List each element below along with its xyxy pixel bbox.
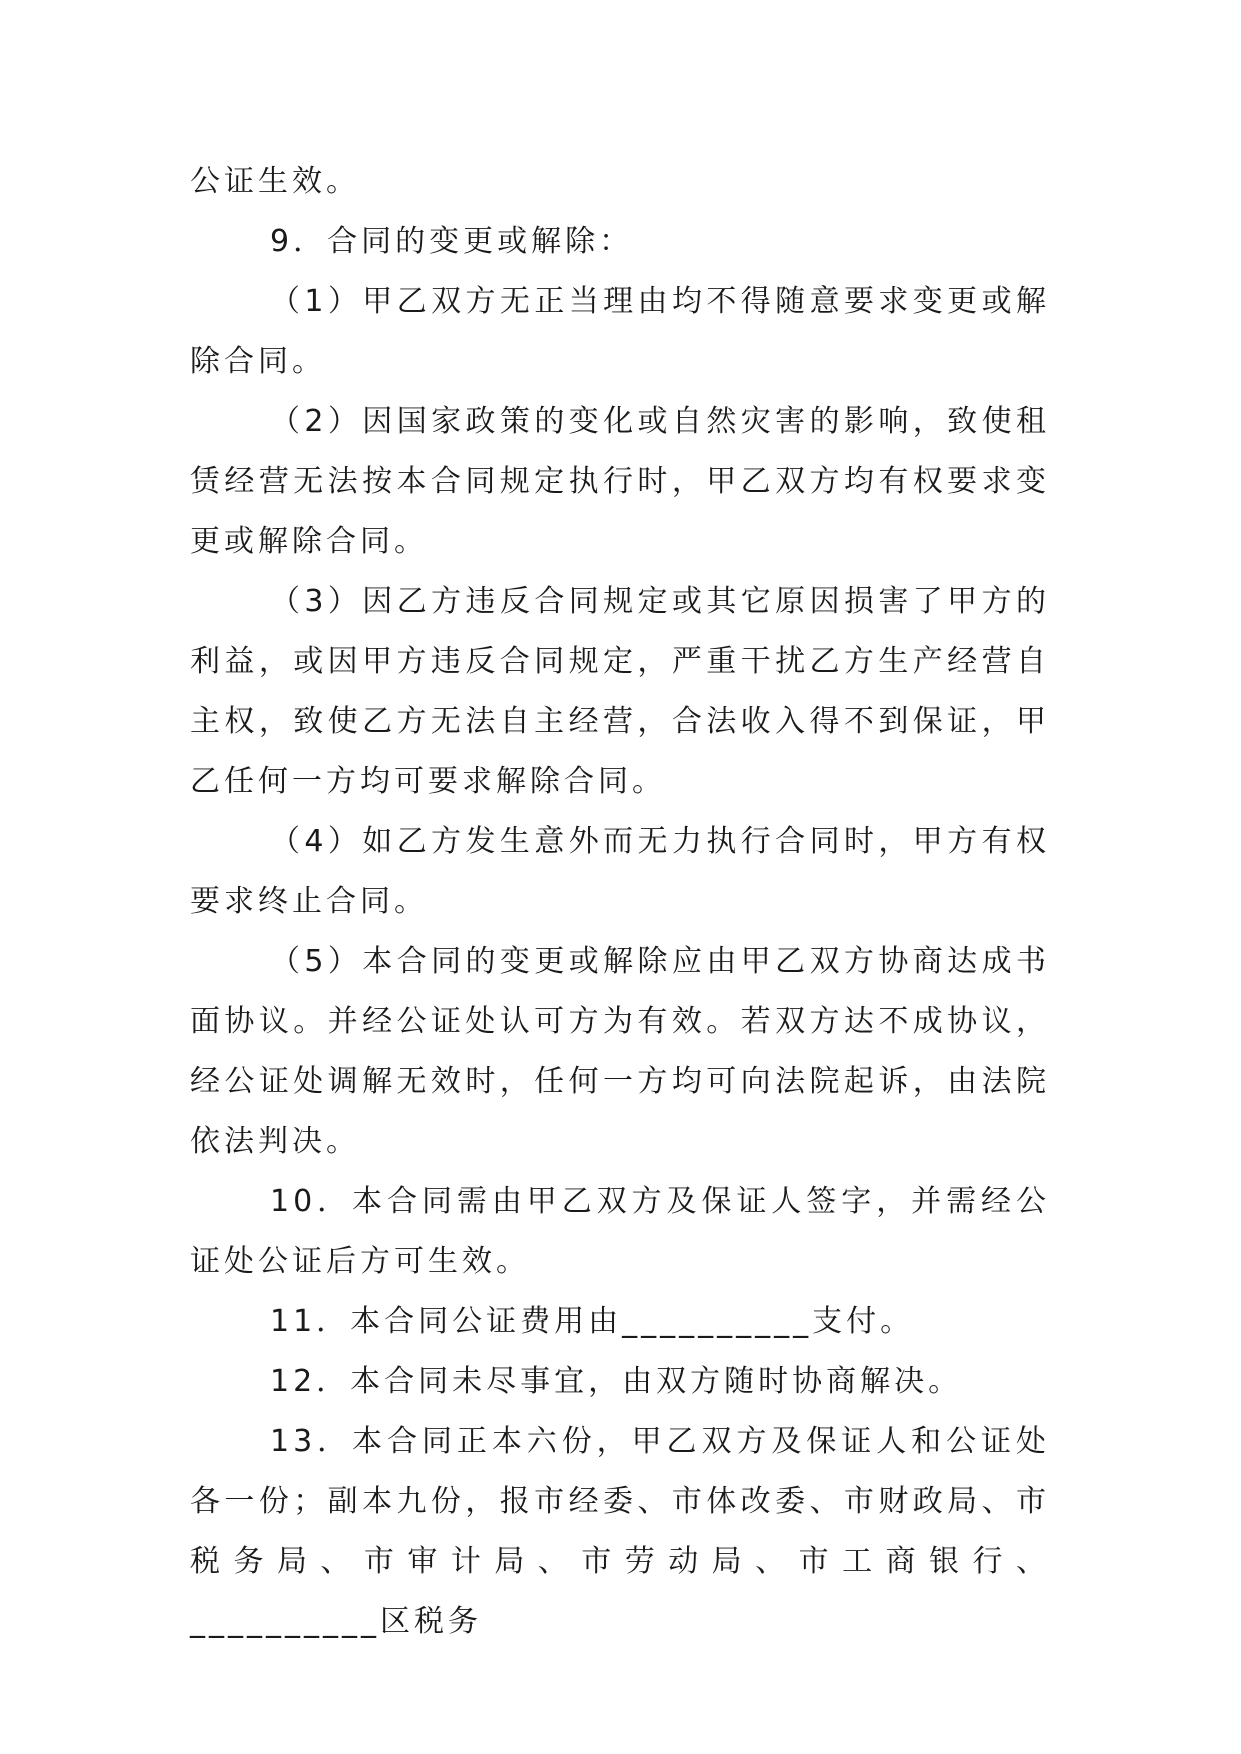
- clause-9-item-1: （1）甲乙双方无正当理由均不得随意要求变更或解除合同。: [190, 284, 1050, 379]
- clause-9-heading: 9．合同的变更或解除：: [270, 224, 634, 259]
- clause-13: 13．本合同正本六份，甲乙双方及保证人和公证处各一份；副本九份，报市经委、市体改委、市财政局、市税务局、市审计局、市劳动局、市工商银行、__________区税务: [190, 1424, 1050, 1639]
- clause-9-item-5: （5）本合同的变更或解除应由甲乙双方协商达成书面协议。并经公证处认可方为有效。若双方达不成协议，经公证处调解无效时，任何一方均可向法院起诉，由法院依法判决。: [190, 944, 1050, 1159]
- clause-9-item-2: （2）因国家政策的变化或自然灾害的影响，致使租赁经营无法按本合同规定执行时，甲乙双方均有权要求变更或解除合同。: [190, 404, 1050, 559]
- clause-12: 12．本合同未尽事宜，由双方随时协商解决。: [270, 1364, 963, 1399]
- document-body: [190, 152, 1050, 1652]
- clause-9-item-3: （3）因乙方违反合同规定或其它原因损害了甲方的利益，或因甲方违反合同规定，严重干扰乙方生产经营自主权，致使乙方无法自主经营，合法收入得不到保证，甲乙任何一方均可要求解除合同。: [190, 584, 1050, 799]
- clause-10: 10．本合同需由甲乙双方及保证人签字，并需经公证处公证后方可生效。: [190, 1184, 1050, 1279]
- paragraph-continuation: 公证生效。: [190, 164, 360, 199]
- clause-9-item-4: （4）如乙方发生意外而无力执行合同时，甲方有权要求终止合同。: [190, 824, 1050, 919]
- clause-11: 11．本合同公证费用由__________支付。: [270, 1304, 915, 1339]
